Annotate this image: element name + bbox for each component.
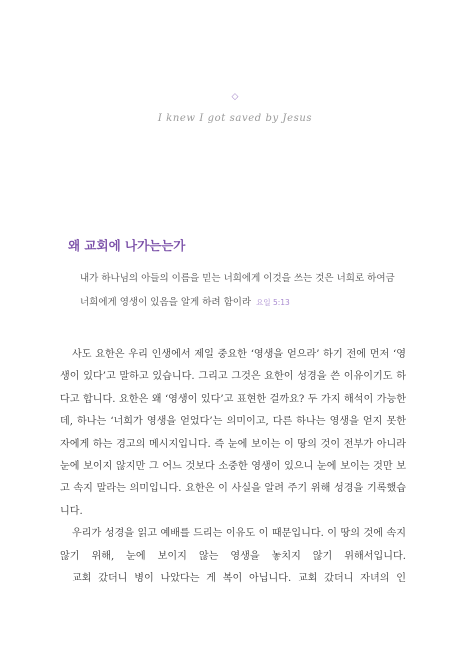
quote-reference: 요일 5:13	[256, 298, 290, 307]
paragraph-1: 사도 요한은 우리 인생에서 제일 중요한 ‘영생을 얻으라’ 하기 전에 먼저 ‘영생이 있다’고 말하고 있습니다. 그리고 그것은 요한이 성경을 쓴 이유이기도 하다고 합니다. 요한은 왜 ‘영생이 있다’고 표현한 걸까요? 두 가지 해석이 가능한데, 하나는 ‘너희가 영생을 얻었다’는 의미이고, 다른 하나는 영생을 얻지 못한 자에게 하는 경고의 메시지입니다. 즉 눈에 보이는 이 땅의 것이 전부가 아니라 눈에 보이지 않지만 그 어느 것보다 소중한 영생이 있으니 눈에 보이는 것만 보고 속지 말라는 의미입니다. 요한은 이 사실을 알려 주기 위해 성경을 기록했습니다.	[60, 349, 406, 517]
paragraph-3: 교회 갔더니 병이 나았다는 게 복이 아닙니다. 교회 갔더니 자녀의 인	[72, 573, 406, 585]
scripture-quote	[80, 267, 400, 315]
quote-text: 내가 하나님의 아들의 이름을 믿는 너희에게 이것을 쓰는 것은 너희로 하여금 너희에게 영생이 있음을 알게 하려 함이라	[80, 273, 395, 308]
chapter-script-title: I knew I got saved by Jesus	[157, 113, 313, 124]
section-heading: 왜 교회에 나가는는가	[68, 238, 186, 253]
diamond-ornament-icon: ◇	[231, 92, 239, 102]
paragraph-2: 우리가 성경을 읽고 예배를 드리는 이유도 이 때문입니다. 이 땅의 것에 속지 않기 위해, 눈에 보이지 않는 영생을 놓치지 않기 위해서입니다.	[60, 528, 406, 562]
body-text	[60, 344, 406, 590]
